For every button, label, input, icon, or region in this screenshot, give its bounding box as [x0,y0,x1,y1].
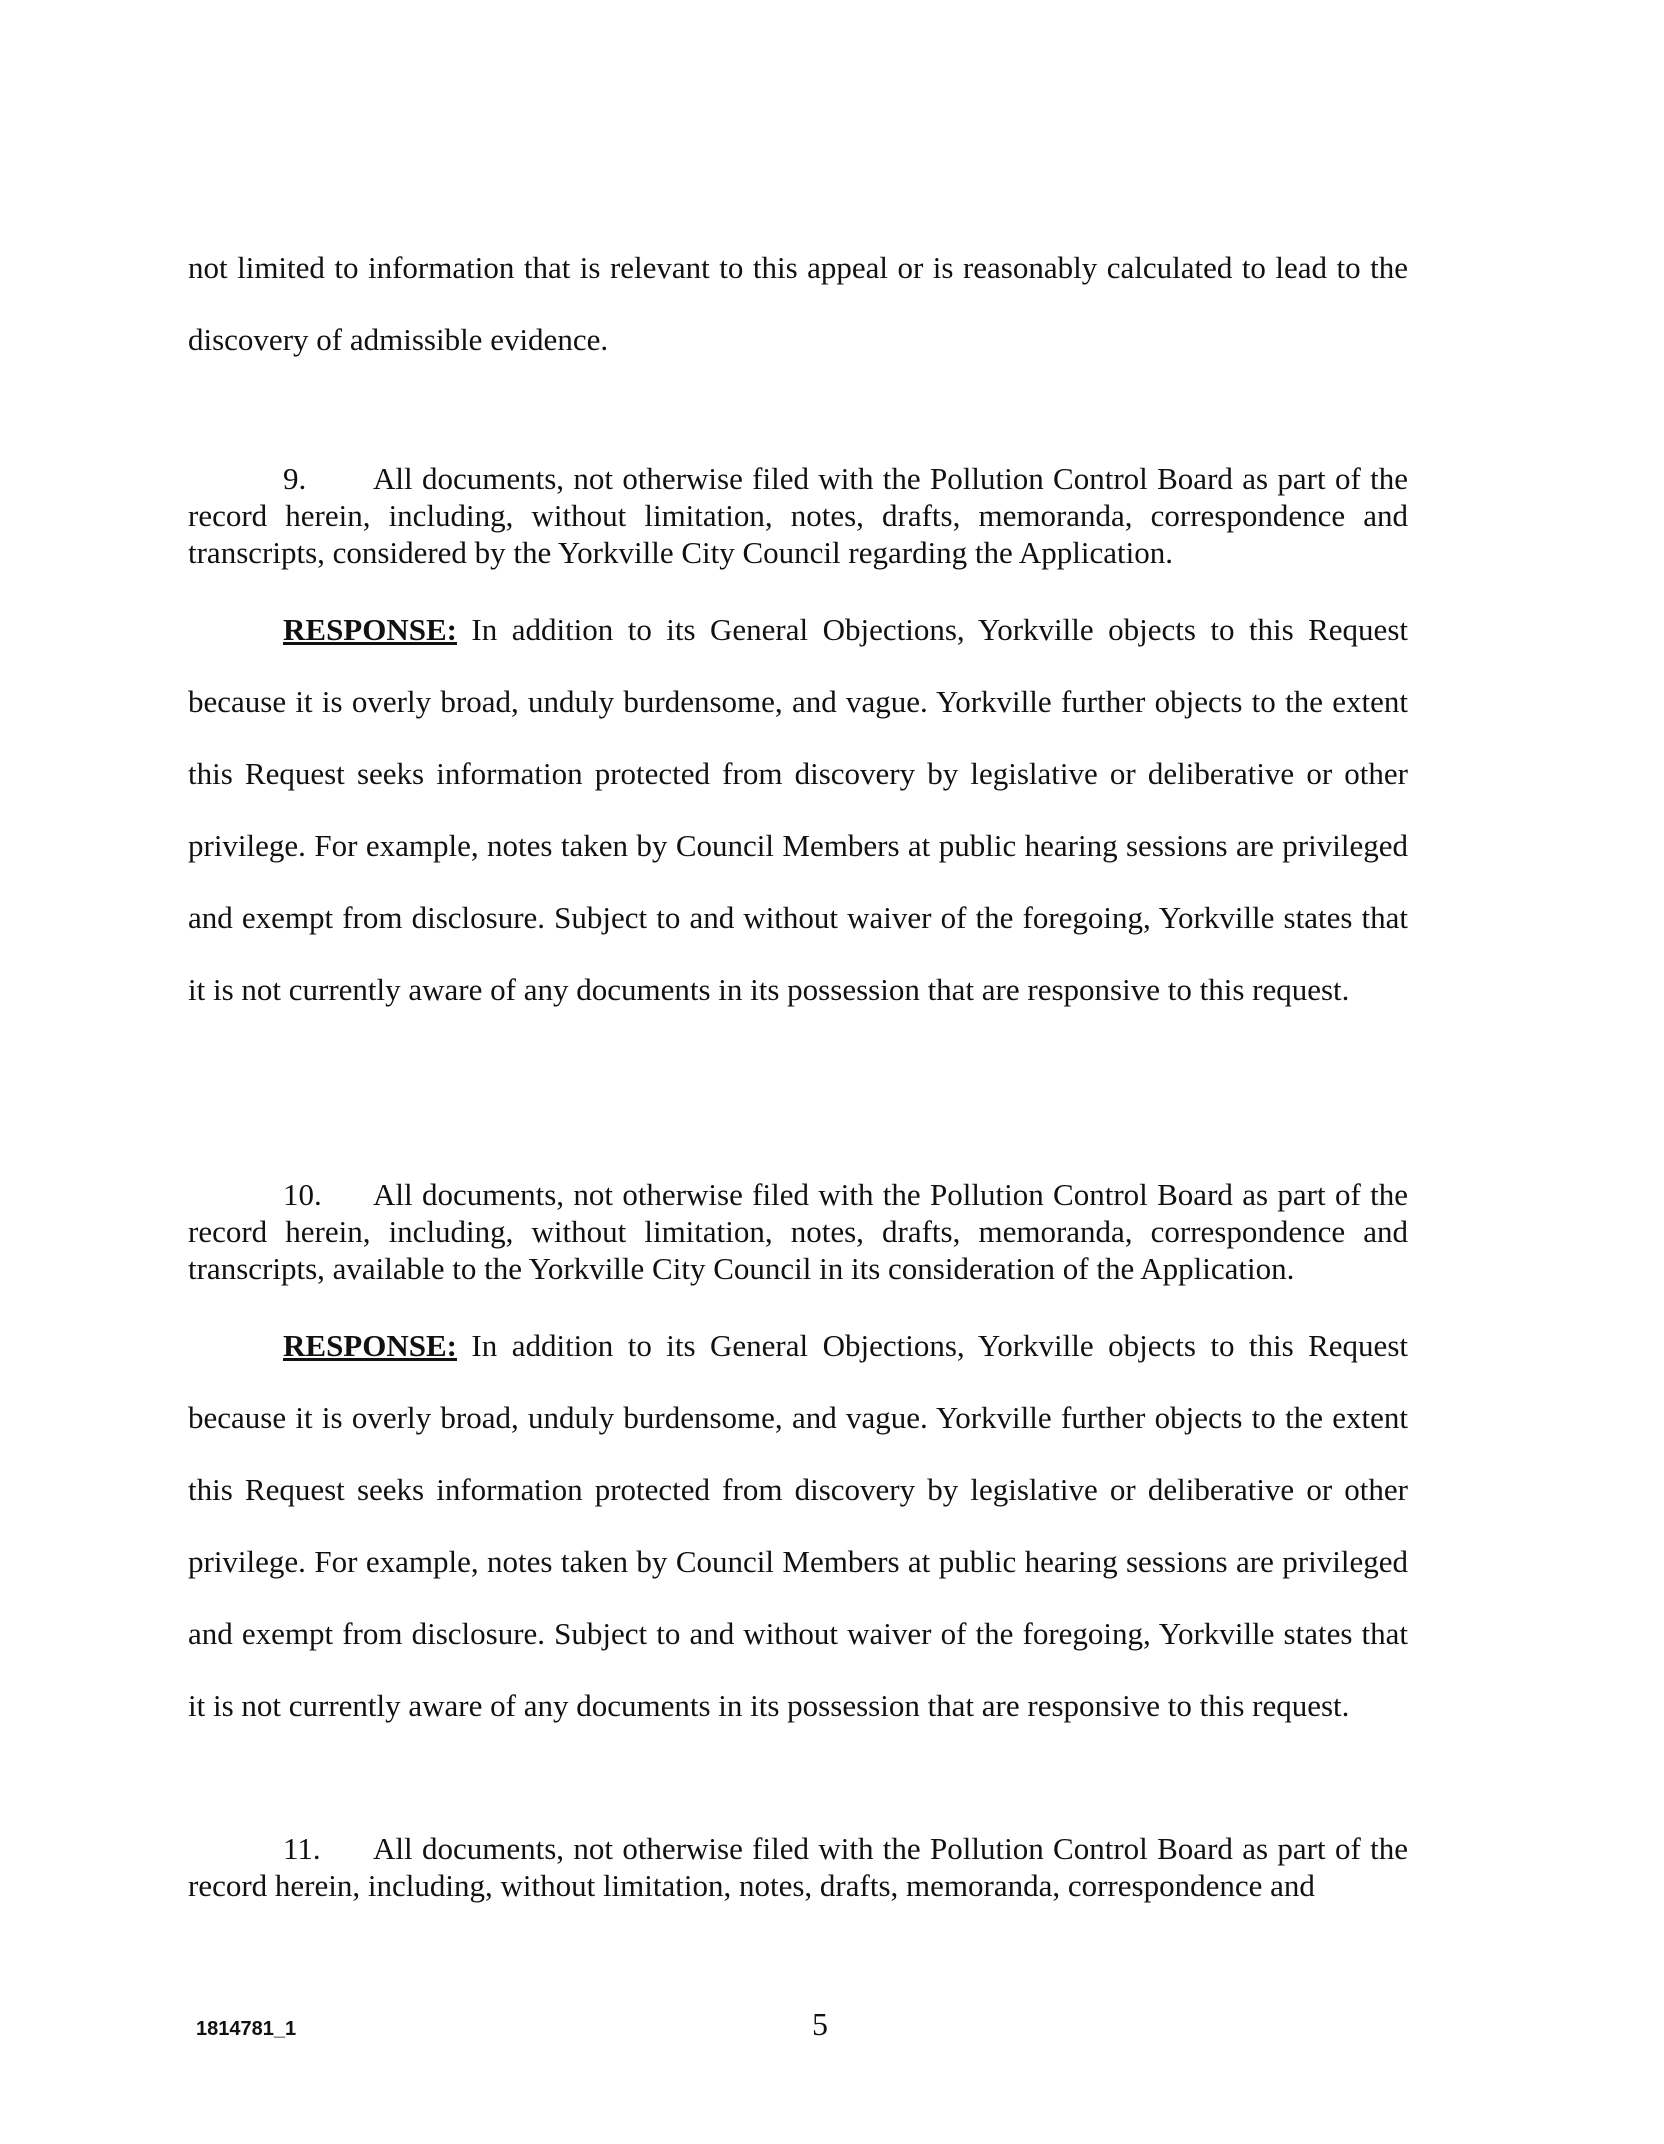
request-10-number: 10. [283,1177,322,1212]
request-11-number: 11. [283,1831,321,1866]
response-10 [188,1310,1408,1742]
request-11-text: All documents, not otherwise filed with the Pollution Control Board as part of the record herein, including, without limitation, notes, drafts, memoranda, correspondence and [188,1831,1408,1903]
response-10-label: RESPONSE: [283,1328,457,1363]
response-9-label: RESPONSE: [283,612,457,647]
request-10 [188,1176,1408,1287]
intro-paragraph [188,232,1408,376]
response-10-text: In addition to its General Objections, Yorkville objects to this Request because it is overly broad, unduly burdensome, and vague. Yorkville further objects to the extent this Request seeks information protected from discovery by legislative or deliberative or other privilege. For example, notes taken by Council Members at public hearing sessions are privileged and exempt from disclosure. Subject to and without waiver of the foregoing, Yorkville states that it is not currently aware of any documents in its possession that are responsive to this request. [188,1328,1408,1723]
request-11 [188,1830,1408,1904]
response-9-text: In addition to its General Objections, Yorkville objects to this Request because it is overly broad, unduly burdensome, and vague. Yorkville further objects to the extent this Request seeks information protected from discovery by legislative or deliberative or other privilege. For example, notes taken by Council Members at public hearing sessions are privileged and exempt from disclosure. Subject to and without waiver of the foregoing, Yorkville states that it is not currently aware of any documents in its possession that are responsive to this request. [188,612,1408,1007]
footer-document-id: 1814781_1 [196,2018,297,2040]
response-9 [188,594,1408,1026]
request-9 [188,460,1408,571]
page-number: 5 [812,2006,828,2042]
request-9-number: 9. [283,461,307,496]
intro-text: not limited to information that is relevant to this appeal or is reasonably calculated to lead to the discovery of admissible evidence. [188,250,1408,357]
request-10-text: All documents, not otherwise filed with the Pollution Control Board as part of the record herein, including, without limitation, notes, drafts, memoranda, correspondence and transcripts, available to the Yorkville City Council in its consideration of the Application. [188,1177,1408,1286]
request-9-text: All documents, not otherwise filed with the Pollution Control Board as part of the record herein, including, without limitation, notes, drafts, memoranda, correspondence and transcripts, considered by the Yorkville City Council regarding the Application. [188,461,1408,570]
